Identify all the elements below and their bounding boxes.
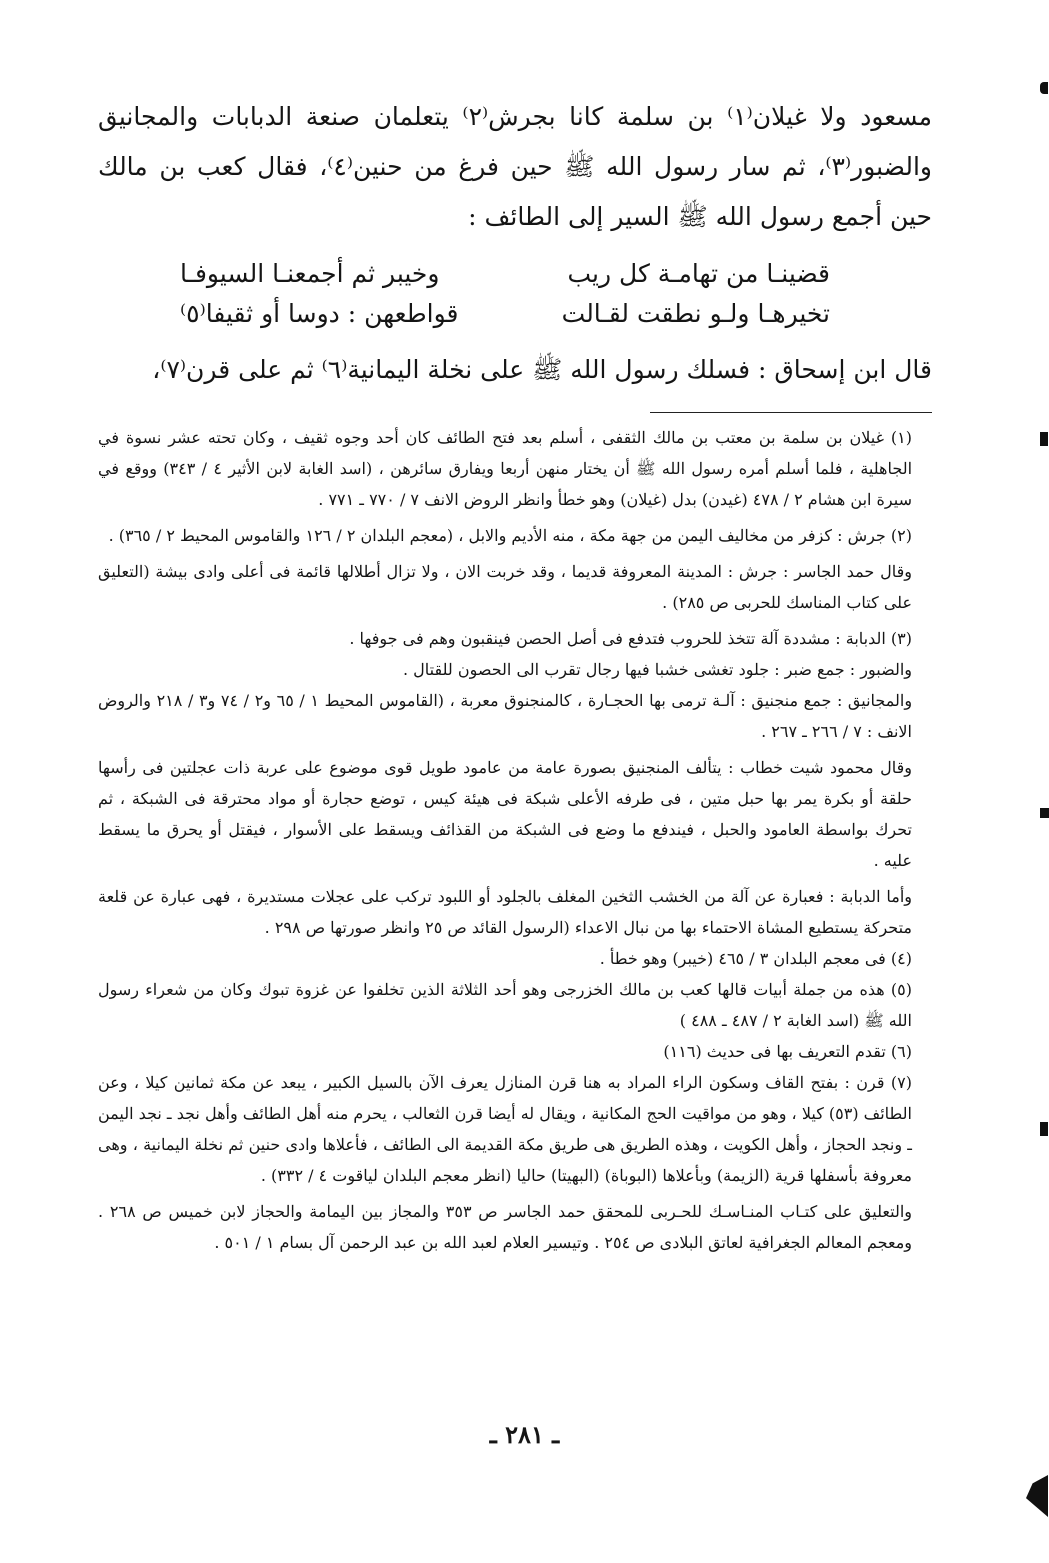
poem-verse	[180, 294, 830, 334]
footnote: (٧) قرن : بفتح القاف وسكون الراء المراد به هنا قرن المنازل يعرف الآن بالسيل الكبير ، يبعد عن مكة ثمانين كيلا ، وعن الطائف (٥٣) كيلا ، وهو من مواقيت الحج المكانية ، ويقال له أيضا قرن الثعالب ، يحرم منه أهل الطائف وأهل نجد ـ نجد اليمن ـ ونجد الحجاز ، وأهل الكويت ، وهذه الطريق هى طريق مكة القديمة الى الطائف ، فأعلاها وادى حنين ثم نخلة اليمانية ، وهى معروفة بأسفلها قرية (الزيمة) وبأعلاها (البوباة) (البهيتا) حاليا (انظر معجم البلدان لياقوت ٤ / ٣٣٢) .	[98, 1073, 912, 1185]
poem-hemistich-left: وخيبر ثم أجمعنـا السيوفـا	[180, 259, 440, 288]
footnote: (٣) الدبابة : مشددة آلة تتخذ للحروب فتدفع فى أصل الحصن فينقبون وهم فى جوفها .	[349, 629, 912, 648]
scan-edge-mark	[1040, 82, 1048, 94]
footnotes	[98, 422, 934, 1263]
footnote-separator	[650, 412, 932, 413]
scan-edge-mark	[1026, 1475, 1048, 1517]
footnote: (٥) هذه من جملة أبيات قالها كعب بن مالك الخزرجى وهو أحد الثلاثة الذين تخلفوا عن غزوة تبوك وكان من شعراء رسول الله ﷺ (اسد الغابة ٢ / ٤٨٧ ـ ٤٨٨ )	[98, 980, 913, 1030]
footnote: وقال حمد الجاسر : جرش : المدينة المعروفة قديما ، وقد خربت الان ، ولا تزال أطلالها قائمة فى أعلى وادى بيشة (التعليق على كتاب المناسك للحربى ص ٢٨٥) .	[98, 562, 913, 612]
footnote: والتعليق على كتـاب المنـاسـك للحـربى للمحقق حمد الجاسر ص ٣٥٣ والمجاز بين اليمامة والحجاز لابن خميس ص ٢٦٨ . ومعجم المعالم الجغرافية لعاتق البلادى ص ٢٥٤ . وتيسير العلام لعبد الله بن عبد الرحمن آل بسام ١ / ٥٠١ .	[98, 1202, 912, 1252]
footnote: (٦) تقدم التعريف بها فى حديث (١١٦)	[663, 1042, 912, 1061]
footnote: (١) غيلان بن سلمة بن معتب بن مالك الثقفى ، أسلم بعد فتح الطائف كان أحد وجوه ثقيف ، وكان تحته عشر نسوة في الجاهلية ، فلما أسلم أمره رسول الله ﷺ أن يختار منهن أربعا ويفارق سائرهن ، (اسد الغابة لابن الأثير ٤ / ٣٤٣) ووقع في سيرة ابن هشام ٢ / ٤٧٨ (غيدن) بدل (غيلان) وهو خطأ وانظر الروض الانف ٧ / ٧٧٠ ـ ٧٧١ .	[98, 428, 913, 509]
poem-hemistich-right: تخيرهـا ولـو نطقت لقـالت	[561, 299, 830, 328]
main-paragraph-1: مسعود ولا غيلان⁽١⁾ بن سلمة كانا بجرش⁽٢⁾ يتعلمان صنعة الدبابات والمجانيق والضبور⁽٣⁾، ثم سار رسول الله ﷺ حين فرغ من حنين⁽٤⁾، فقال كعب بن مالك حين أجمع رسول الله ﷺ السير إلى الطائف :	[98, 102, 933, 231]
footnote: والمجانيق : جمع منجنيق : آلـة ترمى بها الحجـارة ، كالمنجنوق معربة ، (القاموس المحيط ١ / ٦٥ و٢ / ٧٤ و٣ / ٢١٨ والروض الانف : ٧ / ٢٦٦ ـ ٢٦٧ .	[98, 691, 913, 741]
poem-hemistich-left: قواطعهن : دوسا أو ثقيفا⁽٥⁾	[180, 299, 459, 328]
poem-verse	[180, 254, 830, 294]
scan-edge-mark	[1040, 808, 1049, 818]
footnote: (٢) جرش : كزفر من مخاليف اليمن من جهة مكة ، منه الأديم والابل ، (معجم البلدان ٢ / ١٢٦ والقاموس المحيط ٢ / ٣٦٥) .	[108, 526, 912, 545]
poem	[180, 254, 830, 334]
scan-edge-mark	[1040, 432, 1048, 446]
poem-hemistich-right: قضينـا من تهامـة كل ريب	[567, 259, 830, 288]
page-number: ـ ٢٨١ ـ	[489, 1420, 560, 1449]
footnote: وأما الدبابة : فعبارة عن آلة من الخشب الثخين المغلف بالجلود أو اللبود تركب على عجلات مستديرة ، فهى عبارة عن قلعة متحركة يستطيع المشاة الاحتماء بها من نبال الاعداء (الرسول القائد ص ٢٥ وانظر صورتها ص ٢٩٨ .	[98, 887, 913, 937]
main-text	[98, 92, 932, 242]
footnote: والضبور : جمع ضبر : جلود تغشى خشبا فيها رجال تقرب الى الحصون للقتال .	[402, 660, 912, 679]
scan-edge-mark	[1040, 1122, 1048, 1136]
footnote: (٤) فى معجم البلدان ٣ / ٤٦٥ (خيبر) وهو خطأ .	[599, 949, 912, 968]
footnote: وقال محمود شيت خطاب : يتألف المنجنيق بصورة عامة من عامود طويل قوى موضوع على عربة ذات عجلتين فى رأسها حلقة أو بكرة يمر بها حبل متين ، فى طرفه الأعلى شبكة فى هيئة كيس ، توضع حجارة أو مواد محترقة فى الشبكة ، ثم تحرك بواسطة العامود والحبل ، فيندفع ما وضع فى الشبكة من القذائف ويسقط على الأسوار ، فيقتل أو يحرق ما يسقط عليه .	[98, 758, 912, 870]
main-paragraph-2: قال ابن إسحاق : فسلك رسول الله ﷺ على نخلة اليمانية⁽٦⁾ ثم على قرن⁽٧⁾،	[152, 355, 932, 384]
